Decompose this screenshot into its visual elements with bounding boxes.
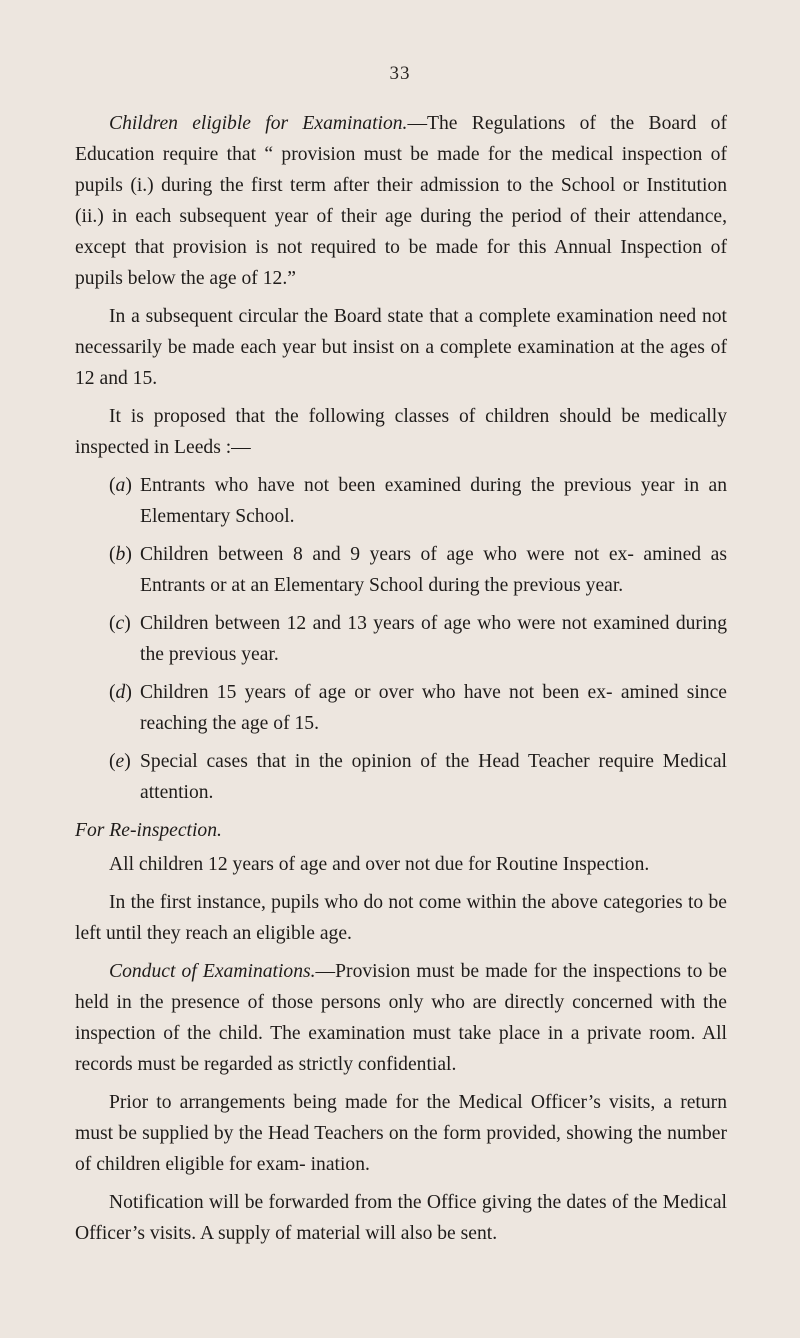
class-text: Children between 8 and 9 years of age who were not ex- amined as Entrants or at an Elementary School during the previous year. xyxy=(140,544,727,596)
class-letter: (c) xyxy=(109,613,131,634)
paragraph-prior: Prior to arrangements being made for the Medical Officer’s visits, a return must be supplied by the Head Teachers on the form provided, showing the number of children eligible for exam- ination. xyxy=(75,1092,727,1175)
text-conduct: —Provision must be made for the inspections to be held in the presence of those persons only who are directly concerned with the inspection of the child. The examination must take place in a private room. All records must be regarded as strictly confidential. xyxy=(75,961,727,1075)
reinspection-text: All children 12 years of age and over not due for Routine Inspection. xyxy=(109,854,650,875)
heading-reinspection: For Re-inspection. xyxy=(75,820,222,841)
class-letter: (b) xyxy=(109,544,132,565)
page-body xyxy=(75,108,727,1256)
paragraph-eligible xyxy=(75,108,727,294)
class-letter: (e) xyxy=(109,751,131,772)
page-number: 33 xyxy=(389,63,411,84)
class-item-a xyxy=(109,470,727,532)
class-text: Children 15 years of age or over who have not been ex- amined since reaching the age of 15. xyxy=(140,682,727,734)
class-item-d xyxy=(109,677,727,739)
class-text: Special cases that in the opinion of the Head Teacher require Medical attention. xyxy=(140,751,727,803)
class-item-c xyxy=(109,608,727,670)
paragraph-proposed: It is proposed that the following classes of children should be medically inspected in Leeds :— xyxy=(75,406,727,458)
heading-eligible: Children eligible for Examination. xyxy=(109,113,408,134)
class-letter: (d) xyxy=(109,682,132,703)
class-item-e xyxy=(109,746,727,808)
text-eligible: —The Regulations of the Board of Education require that “ provision must be made for the medical inspection of pupils (i.) during the first term after their admission to the School or Institution (ii.) in each subsequent year of their age during the period of their attendance, except that provision is not required to be made for this Annual Inspection of pupils below the age of 12.” xyxy=(75,113,727,289)
class-item-b xyxy=(109,539,727,601)
paragraph-circular: In a subsequent circular the Board state that a complete examination need not necessarily be made each year but insist on a complete examination at the ages of 12 and 15. xyxy=(75,306,727,389)
class-letter: (a) xyxy=(109,475,132,496)
paragraph-notification: Notification will be forwarded from the Office giving the dates of the Medical Officer’s visits. A supply of material will also be sent. xyxy=(75,1192,727,1244)
class-text: Entrants who have not been examined during the previous year in an Elementary School. xyxy=(140,475,727,527)
paragraph-first-instance: In the first instance, pupils who do not come within the above categories to be left until they reach an eligible age. xyxy=(75,892,727,944)
class-text: Children between 12 and 13 years of age who were not examined during the previous year. xyxy=(140,613,727,665)
heading-conduct: Conduct of Examinations. xyxy=(109,961,316,982)
reinspection-block xyxy=(109,849,727,880)
paragraph-conduct xyxy=(75,956,727,1080)
